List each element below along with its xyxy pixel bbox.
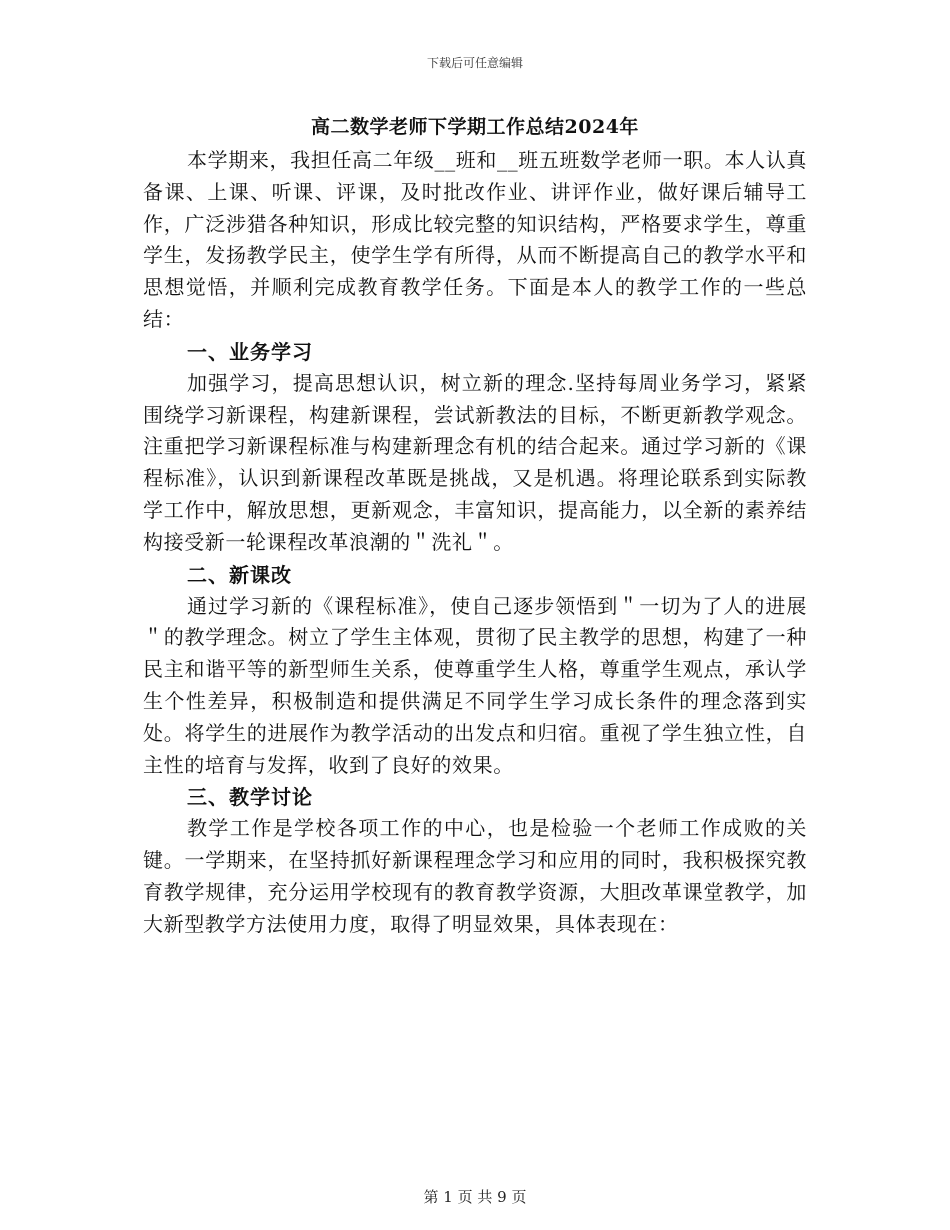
header-note: 下载后可任意编辑 (426, 56, 523, 70)
section-body-new-curriculum: 通过学习新的《课程标准》，使自己逐步领悟到＂一切为了人的进展＂的教学理念。树立了学生主体观，贯彻了民主教学的思想，构建了一种民主和谐平等的新型师生关系，使尊重学生人格，尊重学生观点，承认学生个性差异，积极制造和提供满足不同学生学习成长条件的理念落到实处。将学生的进展作为教学活动的出发点和归宿。重视了学生独立性，自主性的培育与发挥，收到了良好的效果。 (143, 593, 807, 777)
section-body-business-study: 加强学习，提高思想认识，树立新的理念.坚持每周业务学习，紧紧围绕学习新课程，构建新课程，尝试新教法的目标，不断更新教学观念。注重把学习新课程标准与构建新理念有机的结合起来。通过学习新的《课程标准》，认识到新课程改革既是挑战，又是机遇。将理论联系到实际教学工作中，解放思想，更新观念，丰富知识，提高能力，以全新的素养结构接受新一轮课程改革浪潮的＂洗礼＂。 (143, 370, 807, 554)
section-heading-new-curriculum: 二、新课改 (187, 562, 292, 587)
intro-paragraph: 本学期来，我担任高二年级__班和__班五班数学老师一职。本人认真备课、上课、听课、评课，及时批改作业、讲评作业，做好课后辅导工作，广泛涉猎各种知识，形成比较完整的知识结构，严格要求学生，尊重学生，发扬教学民主，使学生学有所得，从而不断提高自己的教学水平和思想觉悟，并顺利完成教育教学任务。下面是本人的教学工作的一些总结： (143, 148, 807, 331)
section-heading-teaching-discussion: 三、教学讨论 (187, 785, 313, 810)
document-body (143, 145, 807, 941)
section-body-teaching-discussion: 教学工作是学校各项工作的中心，也是检验一个老师工作成败的关键。一学期来，在坚持抓好新课程理念学习和应用的同时，我积极探究教育教学规律，充分运用学校现有的教育教学资源，大胆改革课堂教学，加大新型教学方法使用力度，取得了明显效果，具体表现在： (143, 816, 807, 936)
section-heading-business-study: 一、业务学习 (187, 339, 313, 364)
page-number: 第 1 页 共 9 页 (423, 1188, 527, 1206)
document-title: 高二数学老师下学期工作总结2024年 (311, 116, 639, 138)
